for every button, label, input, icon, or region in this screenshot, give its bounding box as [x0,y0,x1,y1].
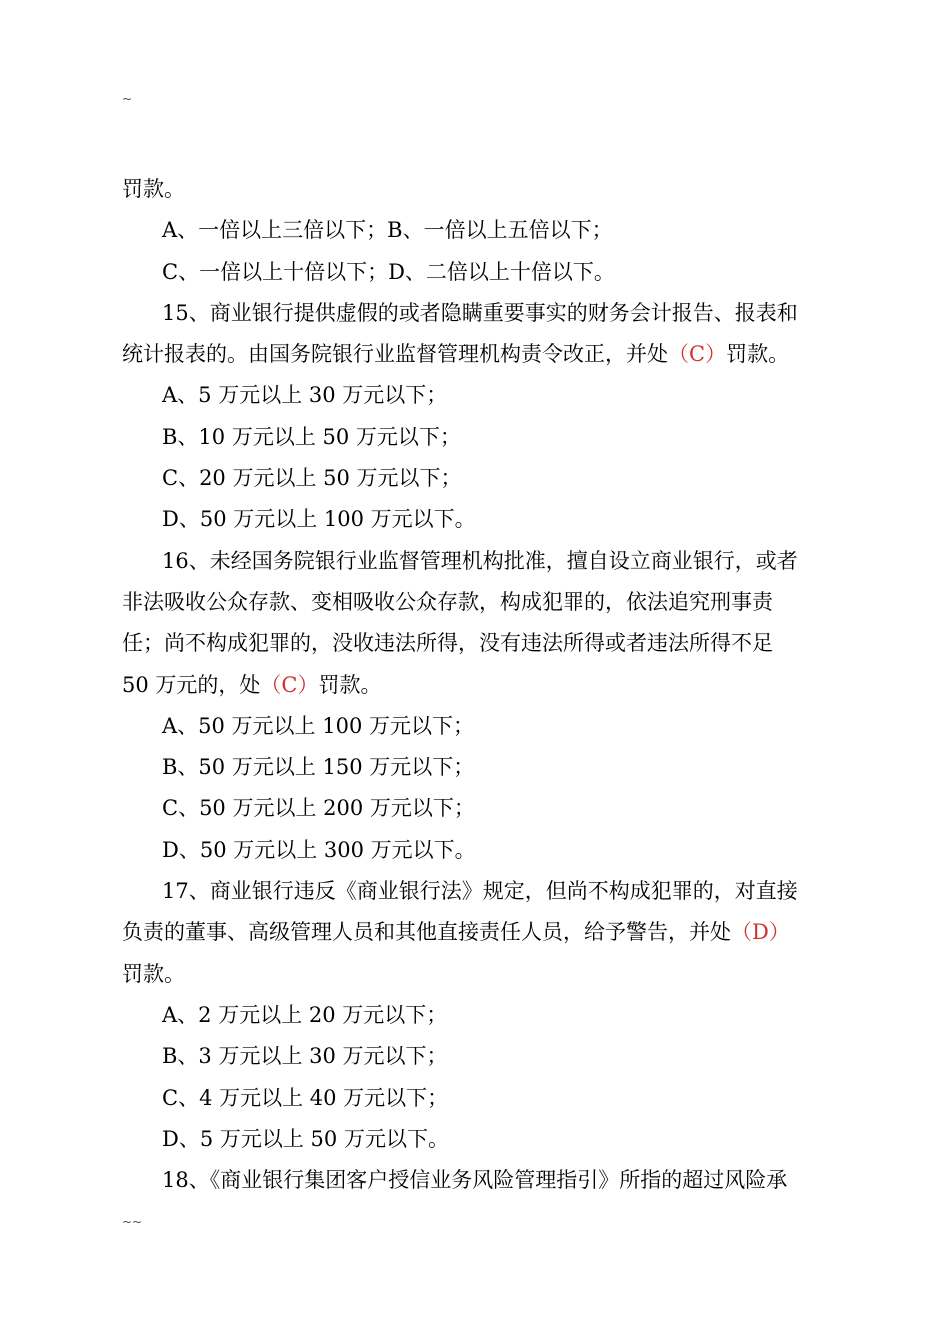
line-text: 17、商业银行违反《商业银行法》规定，但尚不构成犯罪的，对直接 [162,879,798,904]
line-text: 15、商业银行提供虚假的或者隐瞒重要事实的财务会计报告、报表和 [162,300,798,325]
text-line [122,582,832,623]
text-line [122,871,832,912]
text-line [122,1078,832,1119]
line-text: C、4 万元以上 40 万元以下； [162,1085,449,1110]
text-line [122,954,832,995]
line-text: B、3 万元以上 30 万元以下； [162,1044,448,1069]
line-text: 非法吸收公众存款、变相吸收公众存款，构成犯罪的，依法追究刑事责 [122,589,773,614]
text-line [122,1160,832,1201]
text-line [122,210,832,251]
text-line [122,665,832,706]
line-text: 18、《商业银行集团客户授信业务风险管理指引》所指的超过风险承 [162,1168,788,1193]
answer-mark: （D） [731,920,790,945]
header-mark: ~ [122,92,133,106]
line-text: A、2 万元以上 20 万元以下； [162,1002,448,1027]
line-text: C、50 万元以上 200 万元以下； [162,796,475,821]
text-line [122,417,832,458]
text-line [122,375,832,416]
text-line [122,747,832,788]
line-text: 罚款。 [122,177,185,201]
text-line [122,1119,832,1160]
text-line [122,912,832,953]
text-line [122,541,832,582]
answer-mark: （C） [668,342,727,367]
text-line [122,623,832,664]
text-line [122,830,832,871]
text-line [122,252,832,293]
line-text: A、一倍以上三倍以下；B、一倍以上五倍以下； [162,218,613,243]
line-text: 统计报表的。由国务院银行业监督管理机构责令改正，并处 [122,342,668,367]
line-text-tail: 罚款。 [318,672,382,697]
text-line [122,169,832,210]
text-line [122,499,832,540]
line-text: 任；尚不构成犯罪的，没收违法所得，没有违法所得或者违法所得不足 [122,631,773,656]
line-text: A、5 万元以上 30 万元以下； [162,383,448,408]
text-line [122,293,832,334]
text-line [122,1036,832,1077]
answer-mark: （C） [260,672,319,697]
document-body [122,169,832,1201]
line-text: A、50 万元以上 100 万元以下； [162,713,474,738]
line-text-tail: 罚款。 [726,342,790,367]
line-text: C、20 万元以上 50 万元以下； [162,466,462,491]
line-text: 罚款。 [122,961,185,986]
text-line [122,995,832,1036]
line-text: D、50 万元以上 300 万元以下。 [162,837,476,862]
line-text: C、一倍以上十倍以下；D、二倍以上十倍以下。 [162,259,615,284]
line-text: B、10 万元以上 50 万元以下； [162,424,461,449]
text-line [122,458,832,499]
text-line [122,334,832,375]
line-text: 50 万元的，处 [122,672,261,697]
line-text: D、5 万元以上 50 万元以下。 [162,1126,449,1151]
line-text: 负责的董事、高级管理人员和其他直接责任人员，给予警告，并处 [122,920,731,945]
line-text: B、50 万元以上 150 万元以下； [162,755,475,780]
line-text: D、50 万元以上 100 万元以下。 [162,507,476,532]
footer-mark: ~~ [122,1215,143,1229]
text-line [122,706,832,747]
text-line [122,788,832,829]
line-text: 16、未经国务院银行业监督管理机构批准，擅自设立商业银行，或者 [162,548,798,573]
